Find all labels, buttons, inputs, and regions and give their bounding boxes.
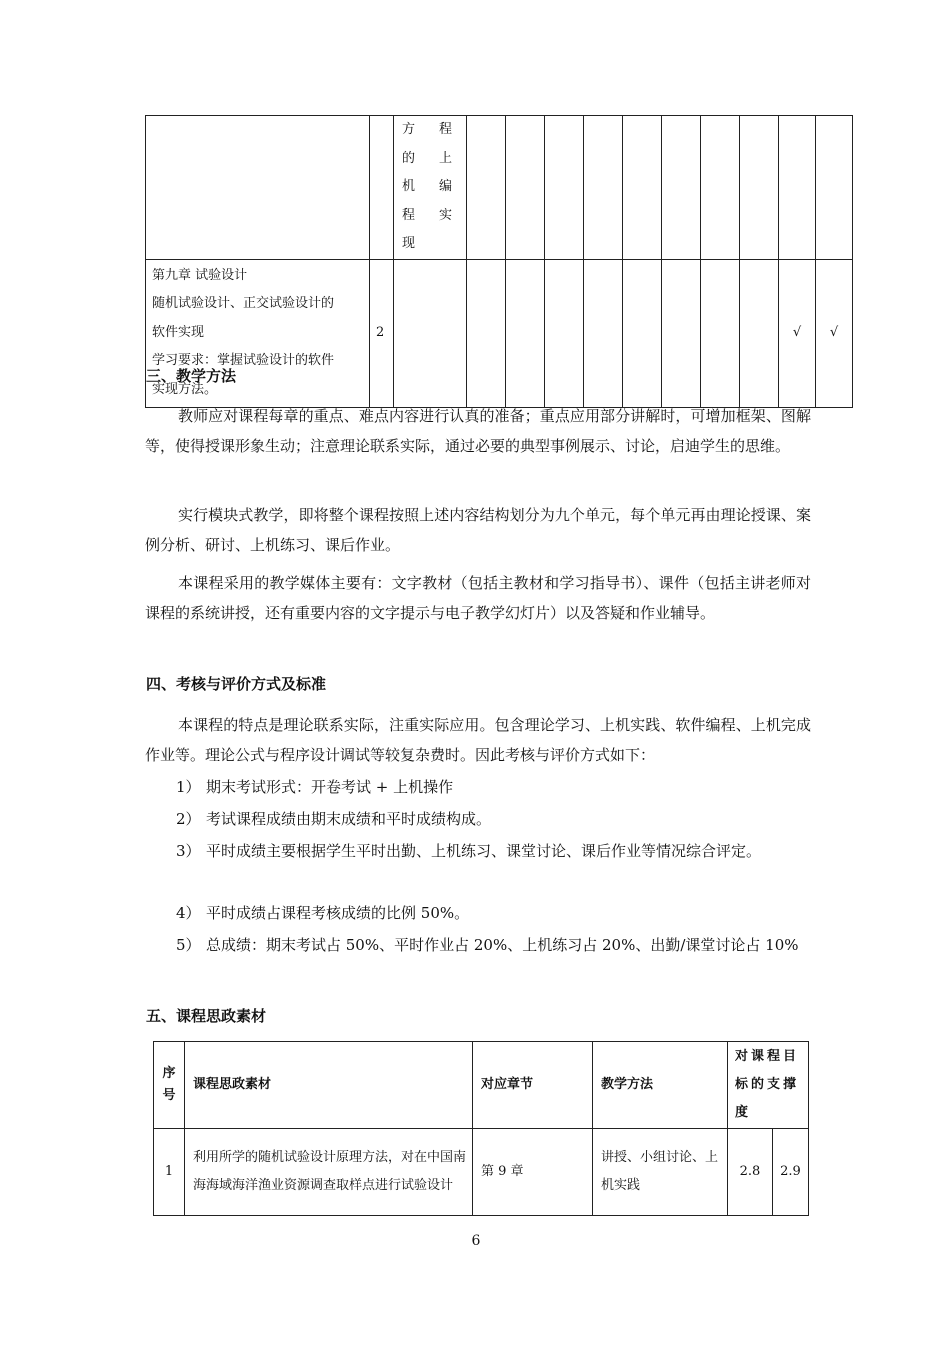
list-text: 期末考试形式：开卷考试 + 上机操作	[206, 778, 454, 796]
check-mark: √	[779, 259, 816, 407]
list-text: 平时成绩占课程考核成绩的比例 50%。	[206, 904, 470, 922]
hours-cell: 2	[370, 259, 394, 407]
table-row	[146, 259, 853, 407]
check-mark: √	[816, 259, 853, 407]
header-chapter: 对应章节	[473, 1042, 593, 1129]
list-item	[176, 772, 811, 802]
list-number: 4）	[176, 904, 201, 922]
topic-cell	[146, 116, 370, 260]
list-number: 3）	[176, 842, 201, 860]
topic-line: 学习要求：掌握试验设计的软件	[152, 353, 335, 369]
list-item	[176, 836, 811, 866]
syllabus-table	[145, 115, 853, 408]
cell-material: 利用所学的随机试验设计原理方法，对在中国南海海域海洋渔业资源调查取样点进行试验设计	[185, 1129, 473, 1216]
header-method: 教学方法	[593, 1042, 728, 1129]
cell-support: 2.9	[773, 1129, 809, 1216]
list-text: 平时成绩主要根据学生平时出勤、上机练习、课堂讨论、课后作业等情况综合评定。	[206, 842, 762, 860]
page-number: 6	[471, 1233, 481, 1249]
cell-chapter: 第 9 章	[473, 1129, 593, 1216]
topic-line: 实现方法。	[152, 381, 218, 397]
paragraph: 本课程的特点是理论联系实际，注重实际应用。包含理论学习、上机实践、软件编程、上机完成作业等。理论公式与程序设计调试等较复杂费时。因此考核与评价方式如下：	[145, 716, 811, 764]
table-header-row	[154, 1042, 809, 1129]
list-item	[176, 804, 811, 834]
section-heading: 五、课程思政素材	[146, 1007, 267, 1025]
topic-line: 随机试验设计、正交试验设计的	[152, 296, 335, 312]
header-material: 课程思政素材	[185, 1042, 473, 1129]
header-seq: 序号	[154, 1042, 185, 1129]
paragraph: 实行模块式教学，即将整个课程按照上述内容结构划分为九个单元，每个单元再由理论授课、案例分析、研讨、上机练习、课后作业。	[145, 506, 811, 554]
list-number: 2）	[176, 810, 201, 828]
paragraph: 本课程采用的教学媒体主要有：文字教材（包括主教材和学习指导书）、课件（包括主讲老师对课程的系统讲授，还有重要内容的文字提示与电子教学幻灯片）以及答疑和作业辅导。	[145, 574, 811, 622]
hours-cell	[370, 116, 394, 260]
paragraph: 教师应对课程每章的重点、难点内容进行认真的准备；重点应用部分讲解时，可增加框架、图解等，使得授课形象生动；注意理论联系实际，通过必要的典型事例展示、讨论，启迪学生的思维。	[145, 407, 811, 455]
method-cell	[394, 116, 467, 260]
list-text: 考试课程成绩由期末成绩和平时成绩构成。	[206, 810, 492, 828]
list-number: 1）	[176, 778, 201, 796]
list-number: 5）	[176, 936, 201, 954]
header-support: 对课程目标的支撑度	[728, 1042, 809, 1129]
list-text: 总成绩：期末考试占 50%、平时作业占 20%、上机练习占 20%、出勤/课堂讨论占 10%	[206, 936, 799, 954]
table-row	[154, 1129, 809, 1216]
cell-method: 讲授、小组讨论、上机实践	[593, 1129, 728, 1216]
list-item	[176, 930, 811, 960]
topic-line: 第九章 试验设计	[152, 267, 248, 283]
cell-support: 2.8	[728, 1129, 773, 1216]
cell-seq: 1	[154, 1129, 185, 1216]
section-heading: 三、教学方法	[146, 367, 237, 385]
section-heading: 四、考核与评价方式及标准	[146, 675, 327, 693]
table-row	[146, 116, 853, 260]
topic-line: 软件实现	[152, 324, 205, 340]
list-item	[176, 898, 811, 928]
ideology-table	[153, 1041, 809, 1216]
method-text: 方程的上机编程实现	[402, 122, 458, 251]
